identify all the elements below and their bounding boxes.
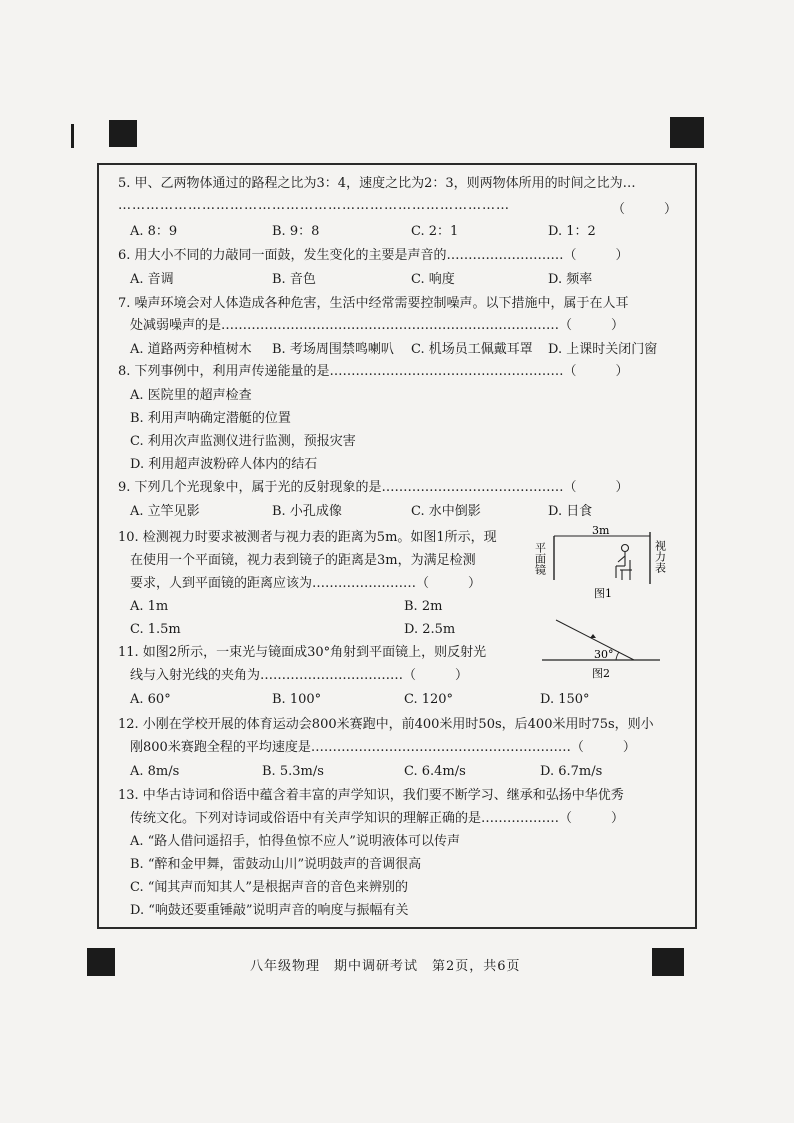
q12-option-d: D. 6.7m/s (540, 764, 603, 779)
registration-mark-top-right (670, 117, 704, 148)
q6-option-a: A. 音调 (130, 272, 174, 287)
figure-2 (538, 614, 664, 684)
q12-stem: 12. 小刚在学校开展的体育运动会800米赛跑中，前400米用时50s，后400米用时75s，则小 (118, 717, 654, 732)
q11-stem: 11. 如图2所示，一束光与镜面成30°角射到平面镜上，则反射光 (118, 645, 487, 660)
q10-option-a: A. 1m (130, 599, 169, 614)
q10-stem-line2: 在使用一个平面镜，视力表到镜子的距离是3m，为满足检测 (130, 553, 476, 568)
q7-option-c: C. 机场员工佩戴耳罩 (411, 342, 533, 357)
q7-stem-line2: 处减弱噪声的是……………………………………………………………………（ ） (130, 318, 625, 333)
q13-stem-line2: 传统文化。下列对诗词或俗语中有关声学知识的理解正确的是………………（ ） (130, 811, 625, 826)
fig2-caption: 图2 (592, 667, 610, 680)
q6-option-c: C. 响度 (411, 272, 455, 287)
q12-option-b: B. 5.3m/s (262, 764, 324, 779)
seated-person-icon (616, 545, 632, 581)
q6-option-d: D. 频率 (548, 272, 593, 287)
q10-option-c: C. 1.5m (130, 622, 181, 637)
q5-option-b: B. 9：8 (272, 224, 320, 239)
figure-1 (533, 524, 686, 604)
q13-option-c: C. “闻其声而知其人”是根据声音的音色来辨别的 (130, 880, 409, 895)
q10-stem: 10. 检测视力时要求被测者与视力表的距离为5m。如图1所示，现 (118, 530, 497, 545)
q7-option-b: B. 考场周围禁鸣喇叭 (272, 342, 394, 357)
q5-answer-bracket: （ ） (612, 202, 678, 217)
q9-option-b: B. 小孔成像 (272, 504, 342, 519)
registration-mark-bottom-left (87, 948, 115, 976)
q8-option-c: C. 利用次声监测仪进行监测，预报灾害 (130, 434, 356, 449)
q5-stem: 5. 甲、乙两物体通过的路程之比为3：4，速度之比为2：3，则两物体所用的时间之比为… (118, 176, 636, 191)
q7-option-a: A. 道路两旁种植树木 (130, 342, 252, 357)
registration-mark-top-left (109, 120, 137, 147)
q11-option-d: D. 150° (540, 692, 590, 707)
q9-stem: 9. 下列几个光现象中，属于光的反射现象的是……………………………………（ ） (118, 480, 629, 495)
q5-option-a: A. 8：9 (130, 224, 178, 239)
q13-option-d: D. “响鼓还要重锤敲”说明声音的响度与振幅有关 (130, 903, 409, 918)
fig1-chart-label: 视力表 (653, 540, 667, 573)
q9-option-a: A. 立竿见影 (130, 504, 200, 519)
q12-option-c: C. 6.4m/s (404, 764, 466, 779)
q12-option-a: A. 8m/s (130, 764, 180, 779)
q10-option-b: B. 2m (404, 599, 443, 614)
q12-stem-line2: 刚800米赛跑全程的平均速度是……………………………………………………（ ） (130, 740, 636, 755)
q9-option-c: C. 水中倒影 (411, 504, 481, 519)
page-footer: 八年级物理 期中调研考试 第2页，共6页 (250, 959, 521, 974)
fig1-caption: 图1 (594, 587, 612, 600)
registration-mark-bottom-right (652, 948, 684, 976)
fig1-distance-label: 3m (592, 524, 610, 537)
q5-option-d: D. 1：2 (548, 224, 596, 239)
q9-option-d: D. 日食 (548, 504, 593, 519)
q11-option-b: B. 100° (272, 692, 322, 707)
q11-stem-line2: 线与入射光线的夹角为……………………………（ ） (130, 668, 469, 683)
q7-stem: 7. 噪声环境会对人体造成各种危害，生活中经常需要控制噪声。以下措施中，属于在人耳 (118, 296, 629, 311)
q8-option-a: A. 医院里的超声检查 (130, 388, 252, 403)
q11-option-a: A. 60° (130, 692, 171, 707)
q8-option-d: D. 利用超声波粉碎人体内的结石 (130, 457, 318, 472)
q13-option-a: A. “路人借问遥招手，怕得鱼惊不应人”说明液体可以传声 (130, 834, 460, 849)
scan-edge-mark (71, 124, 74, 148)
q10-option-d: D. 2.5m (404, 622, 456, 637)
q10-stem-line3: 要求，人到平面镜的距离应该为……………………（ ） (130, 576, 482, 591)
q13-stem: 13. 中华古诗词和俗语中蕴含着丰富的声学知识，我们要不断学习、继承和弘扬中华优秀 (118, 788, 624, 803)
q11-option-c: C. 120° (404, 692, 454, 707)
q13-option-b: B. “醉和金甲舞，雷鼓动山川”说明鼓声的音调很高 (130, 857, 422, 872)
fig2-angle-label: 30° (594, 648, 614, 661)
q8-stem: 8. 下列事例中，利用声传递能量的是………………………………………………（ ） (118, 364, 629, 379)
q6-stem: 6. 用大小不同的力敲同一面鼓，发生变化的主要是声音的………………………（ ） (118, 248, 629, 263)
fig1-mirror-label: 平面镜 (533, 542, 547, 575)
q5-option-c: C. 2：1 (411, 224, 459, 239)
q6-option-b: B. 音色 (272, 272, 316, 287)
q5-dots: ………………………………………………………………………… (118, 198, 510, 213)
q7-option-d: D. 上课时关闭门窗 (548, 342, 658, 357)
q8-option-b: B. 利用声呐确定潜艇的位置 (130, 411, 291, 426)
